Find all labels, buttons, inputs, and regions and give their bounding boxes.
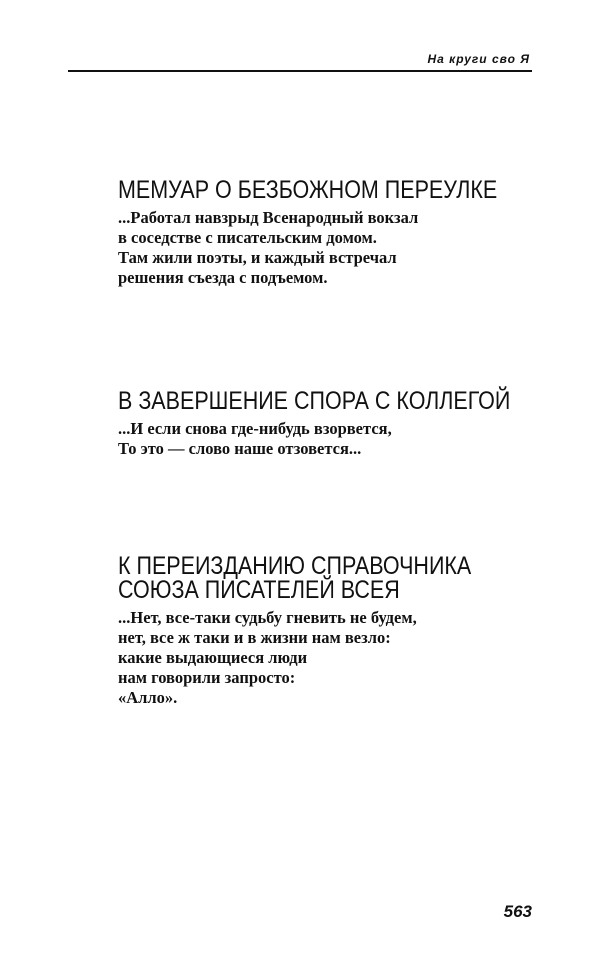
poem-title: В ЗАВЕРШЕНИЕ СПОРА С КОЛЛЕГОЙ bbox=[118, 387, 511, 415]
poem-line: в соседстве с писательским домом. bbox=[118, 228, 377, 247]
poem-line: То это — слово наше отзовется... bbox=[118, 439, 362, 458]
poem-section-3 bbox=[118, 554, 529, 708]
running-head: На круги сво Я bbox=[427, 52, 530, 66]
poem-line: решения съезда с подъемом. bbox=[118, 268, 328, 287]
poem-line: нам говорили запросто: bbox=[118, 668, 296, 687]
poem-section-2 bbox=[118, 389, 574, 459]
header-rule bbox=[68, 70, 532, 72]
poem-line: ...Работал навзрыд Всенародный вокзал bbox=[118, 208, 419, 227]
poem-title: МЕМУАР О БЕЗБОЖНОМ ПЕРЕУЛКЕ bbox=[118, 176, 498, 204]
poem-title: К ПЕРЕИЗДАНИЮ СПРАВОЧНИКА bbox=[118, 552, 472, 580]
poem-line: ...И если снова где-нибудь взорвется, bbox=[118, 419, 392, 438]
poem-section-1 bbox=[118, 178, 559, 288]
poem-line: Там жили поэты, и каждый встречал bbox=[118, 248, 397, 267]
poem-line: ...Нет, все-таки судьбу гневить не будем, bbox=[118, 608, 417, 627]
poem-title: СОЮЗА ПИСАТЕЛЕЙ ВСЕЯ bbox=[118, 576, 400, 604]
poem-line: нет, все ж таки и в жизни нам везло: bbox=[118, 628, 391, 647]
page-number: 563 bbox=[503, 902, 532, 921]
poem-line: «Алло». bbox=[118, 688, 178, 707]
poem-line: какие выдающиеся люди bbox=[118, 648, 308, 667]
